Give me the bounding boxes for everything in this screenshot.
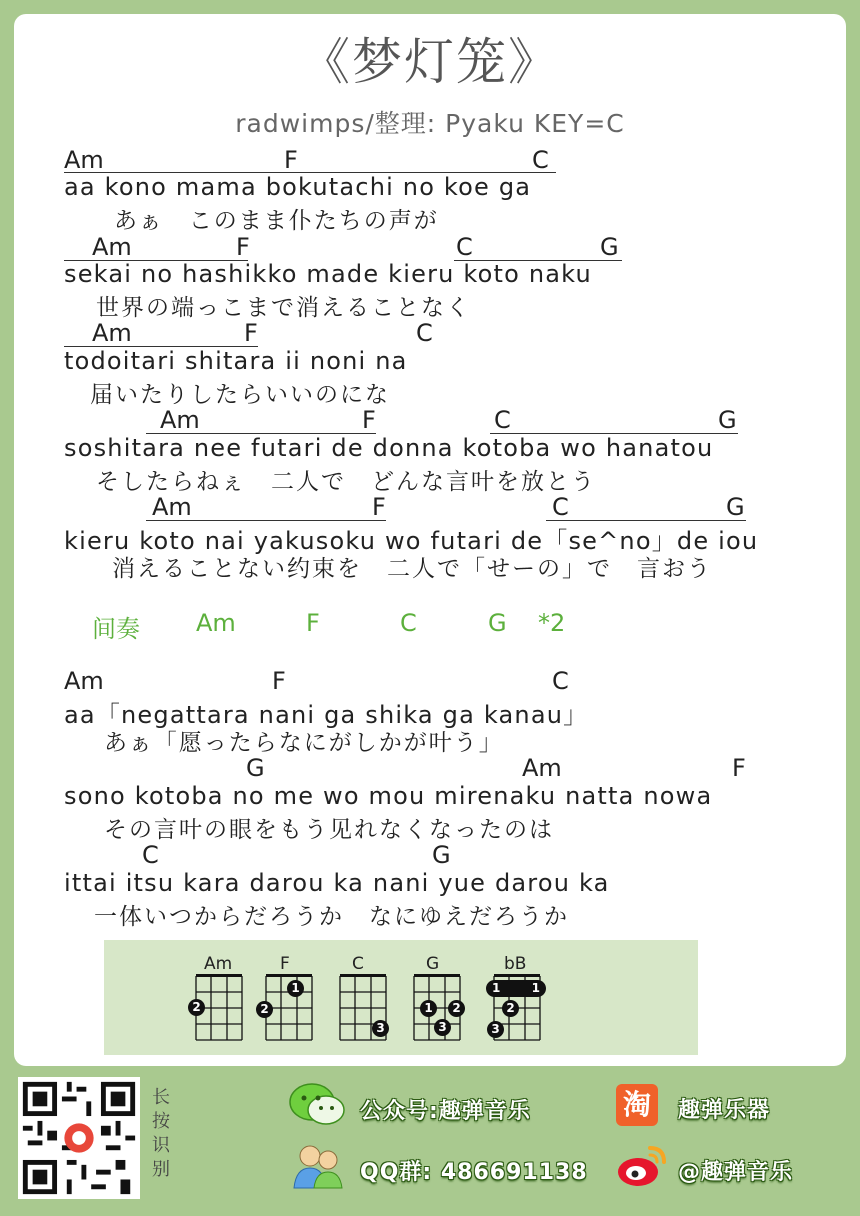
finger-dot: 3 xyxy=(434,1019,451,1036)
chord-label: F xyxy=(732,754,746,782)
chord-label: G xyxy=(432,841,451,869)
finger-label: 1 xyxy=(531,981,540,995)
chord-label: G xyxy=(718,406,737,434)
wechat-account-text: 公众号:趣弹音乐 xyxy=(360,1099,531,1124)
wechat-icon[interactable] xyxy=(288,1080,348,1130)
chord-label: C xyxy=(552,667,569,695)
chord-label: C xyxy=(532,146,549,174)
interlude-chord: Am xyxy=(196,609,236,637)
japanese-line: 世界の端っこまで消えることなく xyxy=(96,295,471,321)
taobao-store-text: 趣弹乐器 xyxy=(678,1098,771,1123)
song-title: 《梦灯笼》 xyxy=(300,33,560,91)
chord-label: Am xyxy=(522,754,562,782)
chord-label: Am xyxy=(92,233,132,261)
chord-label: Am xyxy=(64,667,104,695)
chord-label: C xyxy=(494,406,511,434)
lyric-line: kieru koto nai yakusoku wo futari de「se^no」de iou xyxy=(64,527,759,555)
weibo-icon[interactable] xyxy=(614,1142,670,1190)
qr-code[interactable] xyxy=(18,1077,140,1199)
chord-label: F xyxy=(372,493,386,521)
chord-label: C xyxy=(552,493,569,521)
chord-label: F xyxy=(244,319,258,347)
diagram-name: G xyxy=(426,954,440,974)
qq-group-text: QQ群: 486691138 xyxy=(360,1160,588,1185)
interlude-label: 间奏 xyxy=(92,615,140,643)
interlude-chord: G xyxy=(488,609,507,637)
diagram-name: C xyxy=(352,954,364,974)
japanese-line: 一体いつからだろうか なにゆえだろうか xyxy=(94,904,569,930)
diagram-name: F xyxy=(280,954,290,974)
japanese-line: 届いたりしたらいいのにな xyxy=(90,382,390,408)
chord-label: C xyxy=(142,841,159,869)
japanese-line: あぁ このまま仆たちの声が xyxy=(114,208,439,234)
finger-dot: 2 xyxy=(256,1001,273,1018)
interlude-repeat: *2 xyxy=(538,609,566,637)
interlude-chord: C xyxy=(400,609,417,637)
lyric-line: soshitara nee futari de donna kotoba wo hanatou xyxy=(64,434,714,462)
chord-label: G xyxy=(246,754,265,782)
interlude-chord: F xyxy=(306,609,320,637)
japanese-line: そしたらねぇ 二人で どんな言叶を放とう xyxy=(96,469,596,495)
finger-dot: 3 xyxy=(487,1021,504,1038)
lyric-line: ittai itsu kara darou ka nani yue darou ka xyxy=(64,869,610,897)
chord-label: Am xyxy=(64,146,104,174)
chord-label: F xyxy=(284,146,298,174)
chord-label: G xyxy=(726,493,745,521)
finger-dot: 1 xyxy=(420,1000,437,1017)
japanese-line: その言叶の眼をもう见れなくなったのは xyxy=(104,817,554,843)
lyric-line: aa kono mama bokutachi no koe ga xyxy=(64,173,532,201)
chord-label: F xyxy=(362,406,376,434)
weibo-account-text: @趣弹音乐 xyxy=(678,1160,794,1185)
taobao-icon[interactable]: 淘 xyxy=(616,1084,658,1126)
lyric-line: todoitari shitara ii noni na xyxy=(64,347,408,375)
japanese-line: 消えることない约束を 二人で「せーの」で 言おう xyxy=(112,556,712,582)
chord-label: C xyxy=(456,233,473,261)
chord-label: Am xyxy=(152,493,192,521)
finger-dot: 2 xyxy=(502,1000,519,1017)
chord-diagram-panel xyxy=(104,940,698,1055)
chord-label: F xyxy=(236,233,250,261)
chord-label: F xyxy=(272,667,286,695)
diagram-name: Am xyxy=(204,954,233,974)
lyric-line: aa「negattara nani ga shika ga kanau」 xyxy=(64,701,589,729)
finger-label: 1 xyxy=(492,981,501,995)
finger-dot: 1 xyxy=(287,980,304,997)
finger-dot: 3 xyxy=(372,1020,389,1037)
press-to-scan-label: 长按识别 xyxy=(152,1087,170,1180)
finger-dot: 2 xyxy=(448,1000,465,1017)
song-subtitle: radwimps/整理: Pyaku KEY=C xyxy=(235,109,625,138)
lyric-line: sono kotoba no me wo mou mirenaku natta nowa xyxy=(64,782,713,810)
chord-label: Am xyxy=(160,406,200,434)
diagram-name: bB xyxy=(504,954,527,974)
finger-dot: 2 xyxy=(188,999,205,1016)
lyric-line: sekai no hashikko made kieru koto naku xyxy=(64,260,592,288)
chord-label: Am xyxy=(92,319,132,347)
barre-bar xyxy=(486,980,546,997)
japanese-line: あぁ「愿ったらなにがしかが叶う」 xyxy=(104,730,504,756)
qq-group-icon[interactable] xyxy=(290,1142,346,1192)
chord-label: G xyxy=(600,233,619,261)
chord-label: C xyxy=(416,319,433,347)
